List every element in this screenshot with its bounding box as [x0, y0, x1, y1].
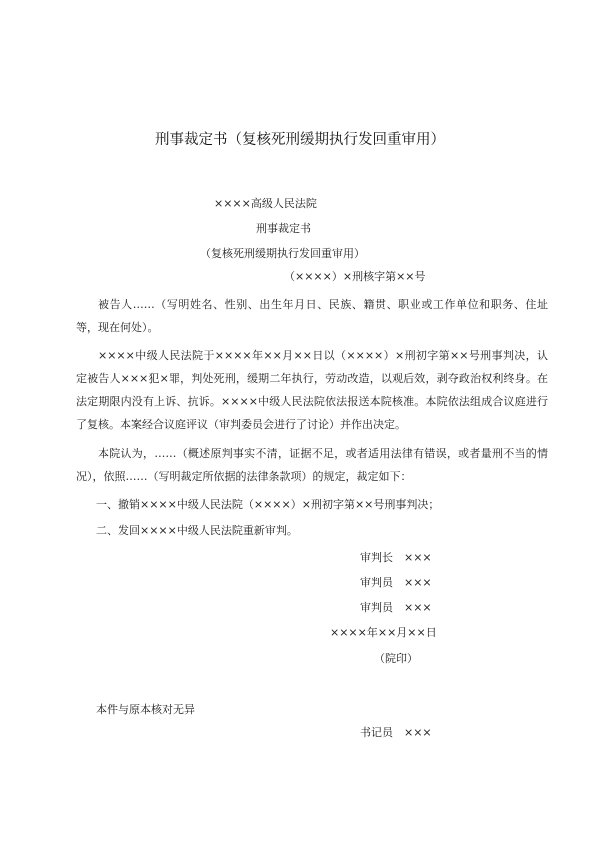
case-number: （××××）×刑核字第××号	[284, 270, 426, 283]
document-type: 刑事裁定书	[256, 222, 311, 235]
court-name: ××××高级人民法院	[214, 197, 317, 210]
presiding-judge-signature: 审判长 ×××	[360, 551, 432, 564]
document-subtitle: （复核死刑缓期执行发回重审用）	[200, 247, 365, 260]
document-title: 刑事裁定书（复核死刑缓期执行发回重审用）	[155, 132, 445, 148]
court-seal: （院印）	[374, 652, 418, 665]
facts-paragraph: ××××中级人民法院于××××年××月××日以（××××）×刑初字第××号刑事判决，认定被告人×××犯×罪，判处死刑，缓期二年执行，劳动改造，以观后效，剥夺政治权利终身。在法定期限内没有上诉、抗诉。××××中级人民法院依法报送本院核准。本院依法组成合议庭进行了复核。本案经合议庭评议（审判委员会进行了讨论）并作出决定。	[76, 349, 548, 431]
verification-note: 本件与原本核对无异	[96, 703, 195, 716]
judge-signature-1: 审判员 ×××	[360, 576, 432, 589]
ruling-item-1: 一、撤销××××中级人民法院（××××）×刑初字第××号刑事判决；	[96, 498, 440, 511]
judge-signature-2: 审判员 ×××	[360, 601, 432, 614]
clerk-signature: 书记员 ×××	[360, 726, 432, 739]
defendant-paragraph: 被告人……（写明姓名、性别、出生年月日、民族、籍贯、职业或工作单位和职务、住址等，现在何处）。	[76, 298, 548, 334]
ruling-item-2: 二、发回××××中级人民法院重新审判。	[96, 524, 298, 537]
ruling-date: ××××年××月××日	[330, 626, 437, 639]
reasoning-paragraph: 本院认为，……（概述原判事实不清，证据不足，或者适用法律有错误，或者量刑不当的情况），依照……（写明裁定所依据的法律条款项）的规定，裁定如下：	[76, 447, 548, 483]
